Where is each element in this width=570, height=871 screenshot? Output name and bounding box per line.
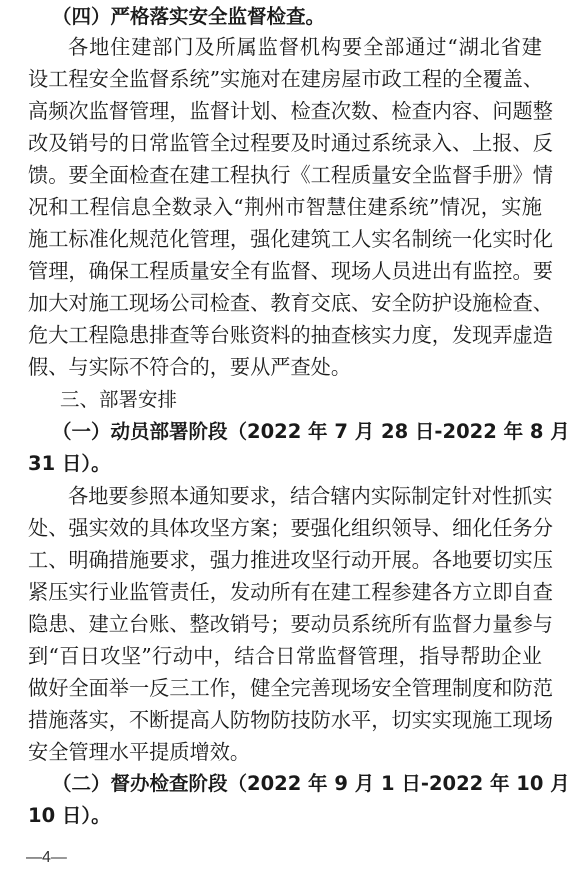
paragraph-line: 安全管理水平提质增效。 <box>28 740 251 764</box>
subheading-inspection-stage-cont: 10 日）。 <box>28 804 111 827</box>
paragraph-line: 假、与实际不符合的，要从严查处。 <box>28 355 352 379</box>
heading-supervision-inspection: （四）严格落实安全监督检查。 <box>52 5 326 28</box>
paragraph-line: 工、明确措施要求，强力推进攻坚行动开展。各地要切实压 <box>28 548 553 572</box>
paragraph-line: 隐患、建立台账、整改销号；要动员系统所有监督力量参与 <box>28 612 553 636</box>
paragraph-line: 处、强实效的具体攻坚方案；要强化组织领导、细化任务分 <box>28 516 553 540</box>
subheading-inspection-stage: （二）督办检查阶段（2022 年 9 月 1 日-2022 年 10 月 <box>52 772 570 795</box>
paragraph-line: 紧压实行业监管责任，发动所有在建工程参建各方立即自查 <box>28 580 553 604</box>
paragraph-line: 措施落实，不断提高人防物防技防水平，切实实现施工现场 <box>28 708 553 732</box>
subheading-mobilization-stage-cont: 31 日）。 <box>28 452 111 475</box>
paragraph-line: 设工程安全监督系统”实施对在建房屋市政工程的全覆盖、 <box>28 67 544 91</box>
paragraph-line: 做好全面举一反三工作，健全完善现场安全管理制度和防范 <box>28 676 553 700</box>
paragraph-line: 危大工程隐患排查等台账资料的抽查核实力度，发现弄虚造 <box>28 323 553 347</box>
paragraph-line: 各地要参照本通知要求，结合辖内实际制定针对性抓实 <box>68 484 553 508</box>
subheading-mobilization-stage: （一）动员部署阶段（2022 年 7 月 28 日-2022 年 8 月 <box>52 420 570 443</box>
page-number: —4— <box>26 849 67 866</box>
paragraph-line: 馈。要全面检查在建工程执行《工程质量安全监督手册》情 <box>28 163 553 187</box>
paragraph-line: 高频次监督管理，监督计划、检查次数、检查内容、问题整 <box>28 99 553 123</box>
paragraph-line: 管理，确保工程质量安全有监督、现场人员进出有监控。要 <box>28 259 553 283</box>
paragraph-line: 到“百日攻坚”行动中，结合日常监督管理，指导帮助企业 <box>28 644 542 668</box>
paragraph-line: 改及销号的日常监管全过程要及时通过系统录入、上报、反 <box>28 131 553 155</box>
paragraph-line: 况和工程信息全数录入“荆州市智慧住建系统”情况，实施 <box>28 195 542 219</box>
paragraph-line: 各地住建部门及所属监督机构要全部通过“湖北省建 <box>68 35 542 59</box>
section-heading-deployment: 三、部署安排 <box>60 388 178 411</box>
paragraph-line: 加大对施工现场公司检查、教育交底、安全防护设施检查、 <box>28 291 553 315</box>
paragraph-line: 施工标准化规范化管理，强化建筑工人实名制统一化实时化 <box>28 227 553 251</box>
